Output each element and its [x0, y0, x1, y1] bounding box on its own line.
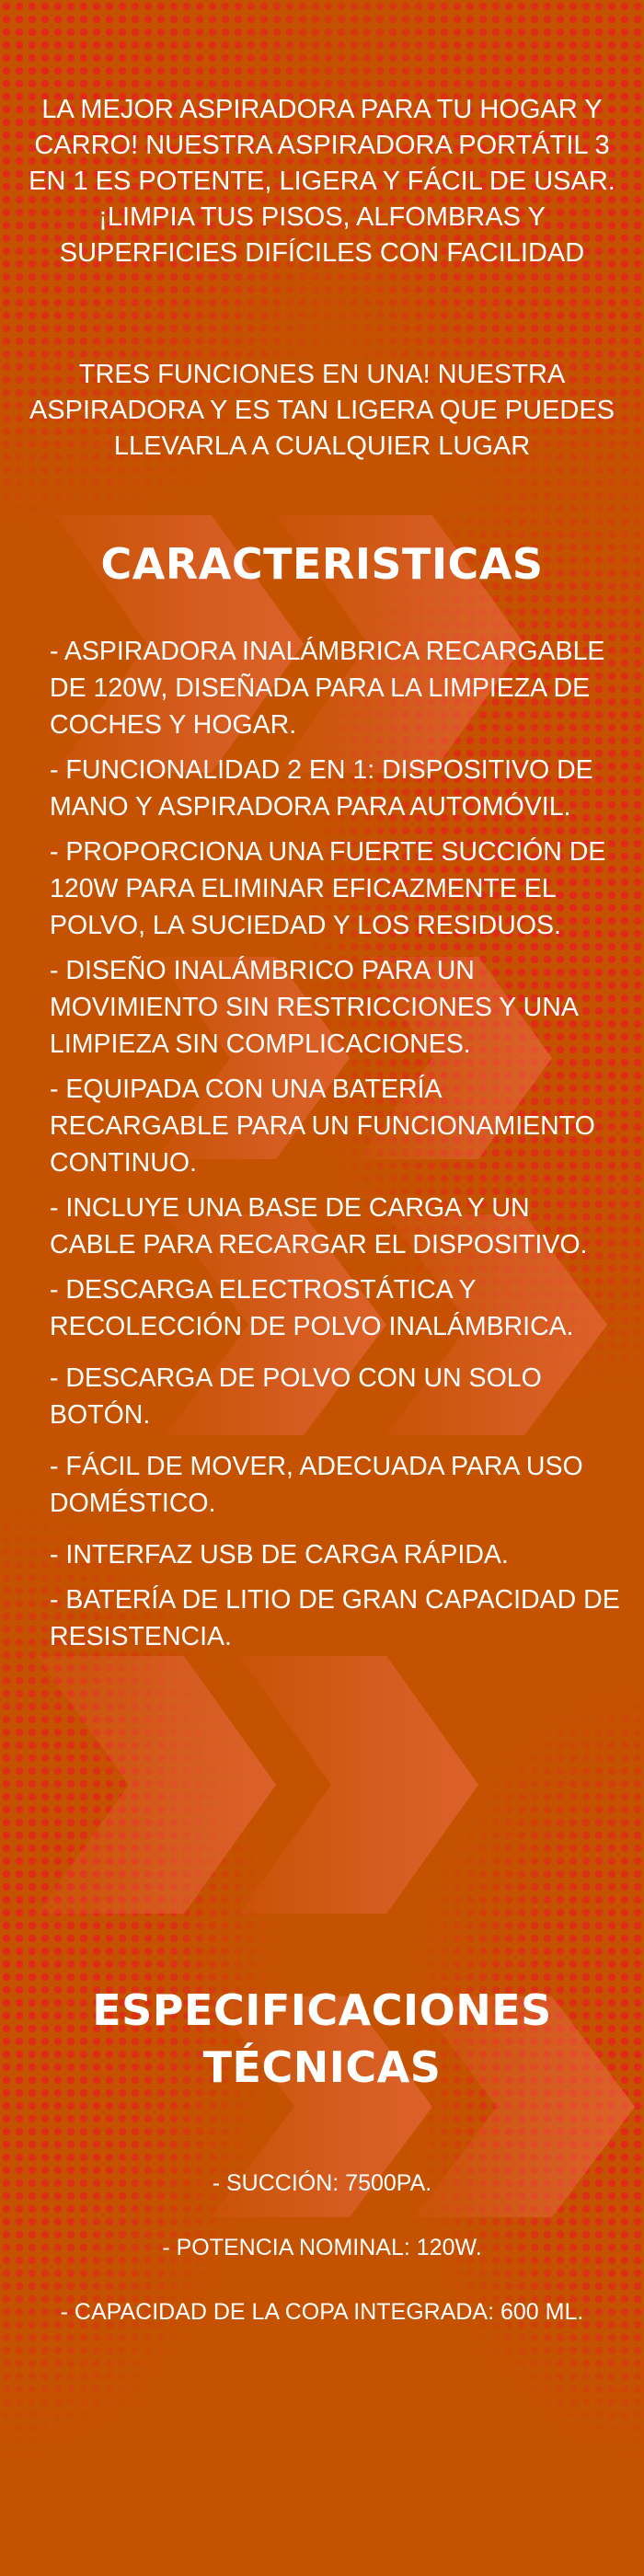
feature-item: - DESCARGA ELECTROSTÁTICA Y RECOLECCIÓN DE POLVO INALÁMBRICA. — [50, 1275, 574, 1341]
features-list — [50, 633, 620, 1663]
feature-item: - DESCARGA DE POLVO CON UN SOLO BOTÓN. — [50, 1363, 542, 1430]
specs-title-line-2: TÉCNICAS — [202, 2042, 442, 2092]
spec-item: - CAPACIDAD DE LA COPA INTEGRADA: 600 ML. — [60, 2299, 584, 2325]
specs-title-line-1: ESPECIFICACIONES — [92, 1985, 552, 2035]
features-title: CARACTERISTICAS — [100, 539, 544, 589]
feature-item: - FÁCIL DE MOVER, ADECUADA PARA USO DOMÉSTICO. — [50, 1452, 583, 1518]
feature-item: - EQUIPADA CON UNA BATERÍA RECARGABLE PARA UN FUNCIONAMIENTO CONTINUO. — [50, 1075, 595, 1178]
feature-item: - INCLUYE UNA BASE DE CARGA Y UN CABLE PARA RECARGAR EL DISPOSITIVO. — [50, 1193, 588, 1259]
spec-item: - SUCCIÓN: 7500PA. — [212, 2170, 432, 2196]
spec-item: - POTENCIA NOMINAL: 120W. — [162, 2235, 482, 2260]
feature-item: - PROPORCIONA UNA FUERTE SUCCIÓN DE 120W PARA ELIMINAR EFICAZMENTE EL POLVO, LA SUCIEDAD Y LOS RESIDUOS. — [50, 837, 606, 940]
intro-paragraph: LA MEJOR ASPIRADORA PARA TU HOGAR Y CARRO! NUESTRA ASPIRADORA PORTÁTIL 3 EN 1 ES POTENTE, LIGERA Y FÁCIL DE USAR. ¡LIMPIA TUS PISOS, ALFOMBRAS Y SUPERFICIES DIFÍCILES CON FACILIDAD — [29, 95, 615, 268]
feature-item: - DISEÑO INALÁMBRICO PARA UN MOVIMIENTO SIN RESTRICCIONES Y UNA LIMPIEZA SIN COMPLICACIONES. — [50, 956, 578, 1059]
specs-title — [0, 1982, 644, 2096]
intro-paragraph-secondary: TRES FUNCIONES EN UNA! NUESTRA ASPIRADORA Y ES TAN LIGERA QUE PUEDES LLEVARLA A CUALQUIER LUGAR — [29, 360, 615, 461]
feature-item: - BATERÍA DE LITIO DE GRAN CAPACIDAD DE RESISTENCIA. — [50, 1585, 620, 1651]
feature-item: - ASPIRADORA INALÁMBRICA RECARGABLE DE 120W, DISEÑADA PARA LA LIMPIEZA DE COCHES Y HOGAR. — [50, 637, 605, 740]
feature-item: - INTERFAZ USB DE CARGA RÁPIDA. — [50, 1540, 509, 1570]
feature-item: - FUNCIONALIDAD 2 EN 1: DISPOSITIVO DE MANO Y ASPIRADORA PARA AUTOMÓVIL. — [50, 755, 593, 822]
